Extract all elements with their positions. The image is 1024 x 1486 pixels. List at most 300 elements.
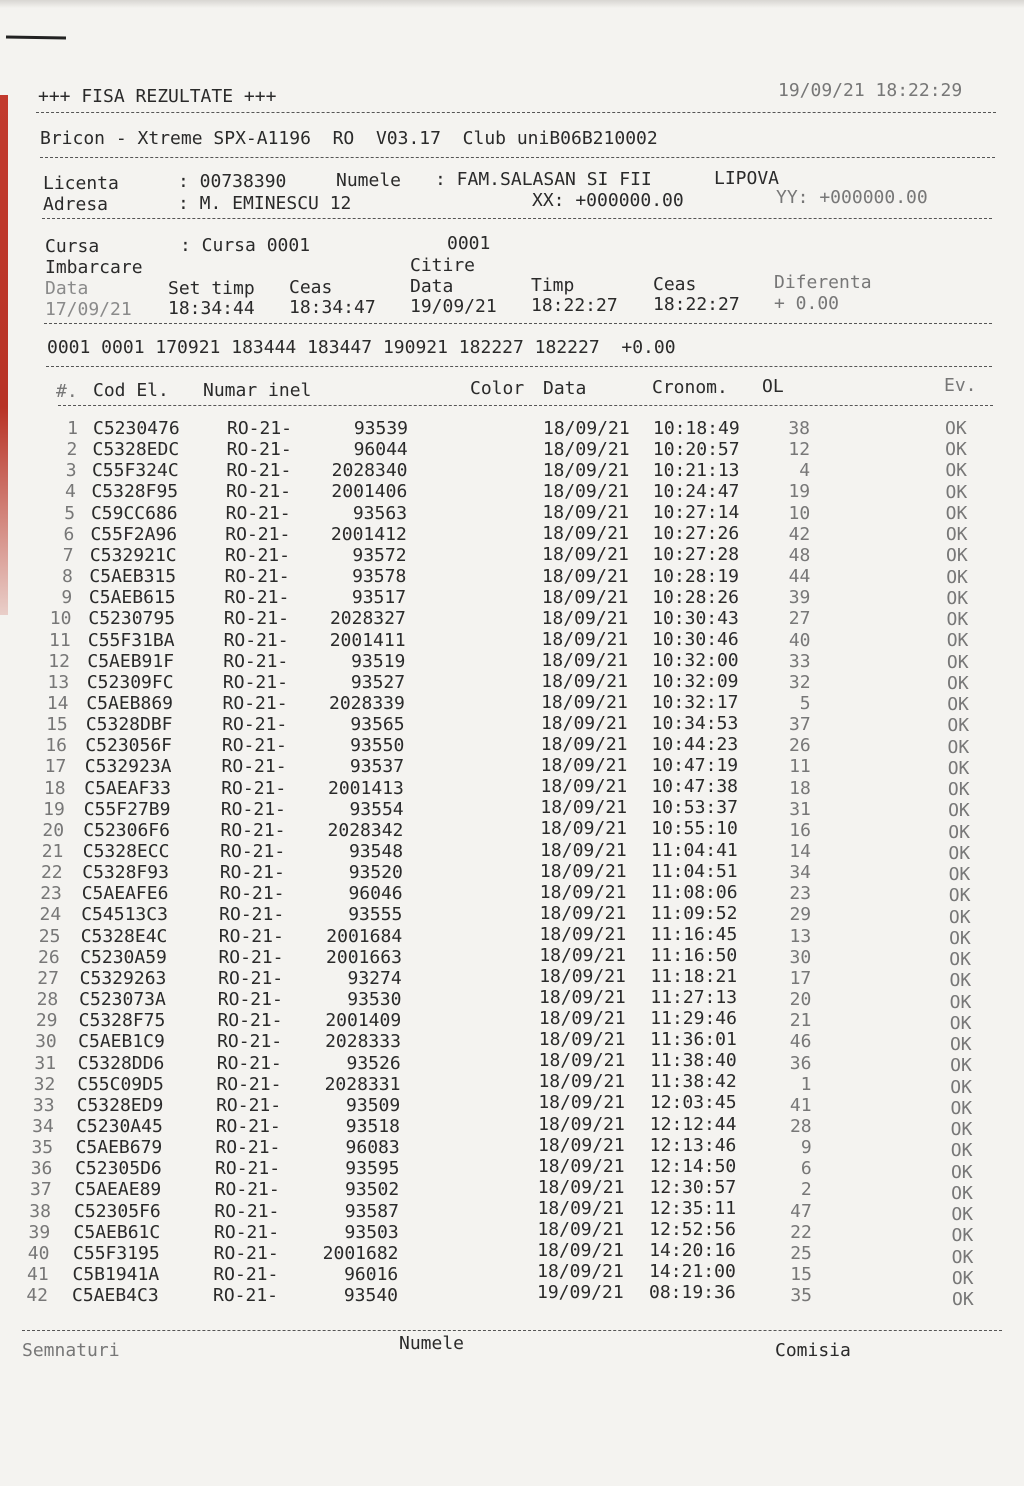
arrival-date: 18/09/21 [539, 860, 627, 882]
ev-status: OK [947, 694, 969, 716]
ev-status: OK [945, 460, 968, 482]
arrival-time: 10:27:14 [652, 502, 740, 524]
ring-prefix: RO-21- [215, 1137, 281, 1159]
cod-el: C5328F93 [82, 862, 169, 884]
cod-el: C5AEB61C [73, 1221, 161, 1243]
row-number: 9 [61, 587, 73, 609]
arrival-date: 18/09/21 [538, 1071, 626, 1093]
coord-xx: XX: +000000.00 [532, 190, 684, 211]
row-number: 14 [46, 692, 69, 714]
ol-value: 16 [789, 819, 811, 841]
arrival-time: 11:08:06 [650, 881, 738, 903]
arrival-time: 12:14:50 [649, 1155, 737, 1177]
ev-status: OK [949, 991, 972, 1013]
ring-prefix: RO-21- [213, 1285, 279, 1307]
ol-value: 27 [788, 608, 811, 630]
ring-prefix: RO-21- [220, 819, 286, 841]
ol-value: 40 [788, 629, 811, 651]
arrival-time: 11:36:01 [650, 1029, 737, 1051]
row-number: 37 [29, 1179, 52, 1201]
ol-value: 44 [788, 566, 811, 588]
arrival-time: 10:24:47 [652, 481, 740, 503]
divider [44, 323, 992, 324]
ring-number: 93530 [347, 989, 402, 1011]
row-number: 31 [34, 1052, 57, 1074]
ol-value: 1 [800, 1073, 812, 1095]
col-timp: Timp [531, 275, 575, 296]
ring-number: 93548 [348, 841, 404, 862]
licenta-label: Licenta [43, 173, 119, 194]
ol-value: 9 [800, 1137, 812, 1159]
ev-status: OK [950, 1055, 972, 1077]
ev-status: OK [948, 800, 970, 822]
ring-prefix: RO-21- [215, 1115, 281, 1137]
arrival-time: 11:04:51 [650, 860, 738, 882]
ring-prefix: RO-21- [216, 1052, 282, 1074]
row-number: 4 [64, 481, 76, 503]
ring-prefix: RO-21- [220, 841, 286, 862]
ev-status: OK [949, 949, 971, 971]
val-data2: 19/09/21 [410, 296, 497, 317]
ring-prefix: RO-21- [218, 925, 284, 947]
ring-number: 93502 [345, 1179, 400, 1201]
arrival-date: 18/09/21 [541, 670, 628, 692]
ring-prefix: RO-21- [220, 798, 286, 820]
cod-el: C5328DD6 [77, 1052, 165, 1074]
cursa-code: 0001 [447, 233, 491, 254]
ev-status: OK [946, 545, 968, 567]
arrival-date: 18/09/21 [537, 1155, 625, 1177]
arrival-date: 18/09/21 [537, 1261, 624, 1283]
ol-value: 30 [789, 946, 812, 968]
ol-value: 18 [789, 777, 811, 799]
ring-number: 93550 [350, 735, 405, 757]
cod-el: C5B1941A [72, 1264, 160, 1285]
arrival-date: 18/09/21 [540, 755, 628, 777]
ring-number: 93503 [344, 1221, 399, 1243]
divider [22, 1330, 1002, 1331]
cod-el: C523056F [85, 735, 173, 757]
row-number: 17 [44, 756, 67, 778]
ring-prefix: RO-21- [213, 1264, 279, 1285]
cod-el: C5328EDC [92, 439, 180, 461]
ring-prefix: RO-21- [214, 1221, 280, 1243]
val-set-timp: 18:34:44 [168, 298, 255, 319]
cod-el: C5AEAE89 [74, 1179, 162, 1201]
arrival-time: 10:27:28 [652, 544, 740, 566]
arrival-time: 08:19:36 [649, 1282, 736, 1304]
ring-prefix: RO-21- [226, 460, 292, 482]
ev-status: OK [945, 502, 968, 524]
cod-el: C5AEB91F [87, 650, 175, 672]
ring-prefix: RO-21- [222, 714, 288, 736]
row-number: 16 [45, 735, 68, 757]
ring-prefix: RO-21- [215, 1158, 281, 1180]
arrival-time: 10:21:13 [652, 460, 740, 482]
ol-value: 5 [799, 692, 811, 714]
ring-number: 93572 [352, 544, 407, 566]
arrival-date: 18/09/21 [542, 523, 629, 545]
ol-value: 25 [790, 1242, 812, 1264]
ring-number: 2001682 [322, 1242, 399, 1264]
val-ceas2: 18:22:27 [653, 294, 740, 315]
ring-number: 96083 [345, 1137, 400, 1159]
val-diferenta: + 0.00 [774, 293, 840, 314]
signatures-label: Semnaturi [22, 1340, 120, 1361]
ring-prefix: RO-21- [224, 544, 290, 566]
header-ol: OL [762, 376, 784, 397]
arrival-time: 12:12:44 [649, 1113, 737, 1135]
ev-status: OK [945, 418, 967, 439]
arrival-time: 10:44:23 [651, 734, 739, 756]
ring-number: 2001684 [326, 925, 403, 947]
ev-status: OK [946, 609, 969, 631]
cod-el: C59CC686 [90, 502, 178, 524]
arrival-date: 18/09/21 [537, 1218, 625, 1240]
adresa-label: Adresa [43, 194, 109, 215]
row-number: 3 [65, 460, 77, 482]
arrival-date: 18/09/21 [541, 628, 629, 650]
ring-number: 96016 [344, 1264, 399, 1285]
footer-name-label: Numele [399, 1333, 465, 1354]
ring-number: 2001411 [329, 629, 406, 651]
cod-el: C55F2A96 [90, 523, 178, 545]
ev-status: OK [951, 1246, 974, 1268]
pen-mark [6, 35, 66, 39]
ring-number: 93554 [349, 798, 404, 820]
ev-status: OK [946, 651, 969, 673]
arrival-date: 18/09/21 [538, 1113, 625, 1135]
numele-value: : FAM.SALASAN SI FII [435, 169, 652, 190]
cod-el: C52306F6 [83, 819, 170, 841]
row-number: 30 [35, 1031, 57, 1053]
arrival-date: 18/09/21 [539, 881, 627, 903]
ring-number: 93517 [351, 587, 407, 609]
arrival-time: 12:35:11 [649, 1197, 737, 1219]
cod-el: C5328ECC [82, 841, 170, 862]
arrival-time: 11:04:41 [651, 839, 738, 861]
ring-number: 93520 [348, 862, 403, 884]
ev-status: OK [949, 1034, 972, 1056]
row-number: 11 [49, 629, 71, 651]
row-number: 10 [49, 608, 72, 630]
ol-value: 48 [788, 544, 811, 566]
arrival-time: 10:32:00 [651, 649, 739, 671]
ev-status: OK [946, 587, 969, 609]
ring-number: 93540 [343, 1285, 398, 1307]
ev-status: OK [951, 1204, 973, 1226]
col-set-timp: Set timp [168, 278, 255, 299]
ev-status: OK [948, 821, 970, 843]
ol-value: 31 [789, 798, 811, 820]
arrival-date: 18/09/21 [541, 691, 628, 713]
ring-number: 93518 [345, 1115, 400, 1137]
ol-value: 36 [789, 1052, 812, 1074]
arrival-time: 10:30:43 [652, 607, 739, 629]
ring-prefix: RO-21- [216, 1073, 282, 1095]
arrival-time: 10:32:09 [651, 670, 739, 692]
ring-prefix: RO-21- [219, 904, 285, 926]
arrival-time: 11:09:52 [650, 902, 738, 924]
ev-status: OK [950, 1097, 973, 1119]
row-number: 33 [32, 1094, 55, 1116]
val-ceas: 18:34:47 [289, 297, 376, 318]
ring-prefix: RO-21- [225, 481, 291, 503]
ev-status: OK [948, 842, 971, 864]
cod-el: C532923A [84, 756, 172, 778]
ring-number: 2001406 [331, 481, 408, 503]
arrival-date: 18/09/21 [540, 713, 628, 735]
ring-number: 93578 [352, 566, 407, 588]
cod-el: C5AEB615 [88, 587, 176, 609]
row-number: 21 [41, 841, 64, 862]
ring-prefix: RO-21- [218, 946, 284, 968]
commission-label: Comisia [775, 1340, 851, 1361]
ev-status: OK [951, 1225, 974, 1247]
arrival-time: 14:20:16 [649, 1239, 736, 1261]
arrival-date: 18/09/21 [542, 439, 630, 461]
arrival-time: 10:30:46 [652, 628, 739, 650]
arrival-time: 10:20:57 [652, 439, 740, 461]
row-number: 32 [33, 1073, 56, 1095]
licenta-value: : 00738390 [178, 171, 287, 192]
cod-el: C55C09D5 [77, 1073, 164, 1095]
cod-el: C5AEAF33 [84, 777, 171, 799]
ol-value: 47 [790, 1200, 812, 1222]
ring-prefix: RO-21- [225, 502, 291, 524]
sheet-title: +++ FISA REZULTATE +++ [38, 86, 277, 107]
cod-el: C5230A45 [76, 1115, 163, 1137]
imbarcare-label: Imbarcare [45, 257, 143, 278]
ring-number: 93537 [349, 756, 405, 778]
ol-value: 15 [790, 1264, 812, 1285]
ring-prefix: RO-21- [223, 608, 289, 630]
ring-number: 96046 [348, 883, 403, 905]
cod-el: C55F31BA [87, 629, 175, 651]
row-number: 8 [62, 566, 73, 588]
row-number: 39 [28, 1221, 51, 1243]
arrival-date: 18/09/21 [539, 902, 627, 924]
ring-number: 2028333 [325, 1031, 401, 1053]
device-info: Bricon - Xtreme SPX-A1196 RO V03.17 Club uniB06B210002 [40, 128, 658, 149]
row-number: 40 [27, 1242, 50, 1264]
cod-el: C523073A [79, 989, 166, 1011]
ring-prefix: RO-21- [217, 1031, 283, 1053]
ring-number: 2001413 [328, 777, 404, 799]
arrival-date: 18/09/21 [540, 734, 628, 756]
arrival-date: 18/09/21 [542, 460, 630, 482]
arrival-date: 18/09/21 [543, 418, 630, 439]
cod-el: C55F324C [91, 460, 179, 482]
row-number: 38 [29, 1200, 51, 1222]
adresa-value: : M. EMINESCU 12 [178, 193, 352, 214]
ol-value: 19 [788, 481, 811, 503]
arrival-time: 10:32:17 [651, 691, 739, 713]
ring-number: 2028340 [331, 460, 408, 482]
ring-number: 2001663 [326, 946, 402, 968]
arrival-time: 11:38:42 [649, 1071, 737, 1093]
header-cronom: Cronom. [652, 377, 728, 398]
ol-value: 32 [788, 671, 811, 693]
ev-status: OK [948, 885, 971, 907]
ring-prefix: RO-21- [224, 587, 290, 609]
ev-status: OK [951, 1267, 974, 1289]
row-number: 22 [40, 862, 63, 884]
arrival-date: 18/09/21 [542, 502, 630, 524]
cod-el: C5230476 [93, 418, 180, 439]
row-number: 24 [39, 904, 62, 926]
arrival-time: 10:27:26 [652, 523, 740, 545]
arrival-time: 12:30:57 [649, 1176, 737, 1198]
ring-prefix: RO-21- [221, 756, 287, 778]
row-number: 19 [43, 798, 65, 820]
ring-prefix: RO-21- [214, 1200, 280, 1222]
arrival-date: 18/09/21 [540, 839, 627, 861]
col-ceas: Ceas [289, 277, 333, 298]
arrival-time: 11:27:13 [650, 987, 738, 1009]
ring-prefix: RO-21- [222, 671, 288, 693]
arrival-date: 18/09/21 [538, 1134, 625, 1156]
ev-status: OK [949, 1012, 972, 1034]
ring-prefix: RO-21- [223, 629, 289, 651]
ol-value: 34 [789, 862, 812, 884]
ol-value: 33 [788, 650, 811, 672]
ol-value: 46 [789, 1031, 812, 1053]
row-number: 18 [43, 777, 66, 799]
divider [46, 366, 992, 367]
ring-number: 93595 [345, 1158, 400, 1180]
arrival-time: 12:13:46 [649, 1134, 737, 1156]
divider [42, 218, 992, 219]
row-number: 29 [35, 1010, 58, 1032]
header-numar-inel: Numar inel [203, 380, 312, 401]
coord-yy: YY: +000000.00 [776, 187, 928, 208]
ring-prefix: RO-21- [223, 650, 289, 672]
arrival-time: 11:29:46 [650, 1008, 737, 1030]
arrival-time: 10:47:19 [651, 755, 739, 777]
ev-status: OK [946, 566, 968, 588]
arrival-date: 18/09/21 [540, 797, 628, 819]
ev-status: OK [945, 524, 968, 546]
ol-value: 29 [789, 904, 812, 926]
ring-number: 2028342 [327, 819, 404, 841]
ol-value: 12 [788, 439, 811, 461]
ring-number: 93587 [344, 1200, 399, 1222]
ol-value: 13 [789, 925, 812, 947]
col-diferenta: Diferenta [774, 272, 872, 293]
row-number: 25 [38, 925, 61, 947]
cod-el: C5328DBF [85, 714, 173, 736]
arrival-date: 18/09/21 [540, 776, 628, 798]
arrival-date: 18/09/21 [540, 818, 627, 840]
row-number: 15 [46, 714, 68, 736]
ev-status: OK [947, 779, 970, 801]
ring-number: 93274 [347, 967, 402, 989]
row-number: 20 [42, 819, 65, 841]
ring-number: 2028331 [324, 1073, 401, 1095]
arrival-date: 18/09/21 [539, 987, 626, 1009]
numele-label: Numele [336, 170, 402, 191]
arrival-time: 11:16:50 [650, 944, 738, 966]
arrival-time: 10:55:10 [651, 818, 738, 840]
arrival-date: 18/09/21 [538, 1008, 626, 1030]
row-number: 23 [40, 883, 62, 905]
ev-status: OK [945, 481, 968, 503]
col-ceas2: Ceas [653, 274, 697, 295]
ring-prefix: RO-21- [221, 777, 287, 799]
cod-el: C54513C3 [81, 904, 168, 926]
ev-status: OK [952, 1289, 974, 1311]
ring-number: 93563 [352, 502, 408, 524]
ol-value: 28 [789, 1115, 812, 1137]
ol-value: 42 [788, 523, 811, 545]
header-nr: #. [56, 381, 78, 402]
ev-status: OK [947, 715, 970, 737]
ring-number: 2028327 [329, 608, 406, 630]
cursa-label: Cursa [45, 236, 100, 257]
cod-el: C52305F6 [74, 1200, 161, 1222]
arrival-date: 18/09/21 [538, 1029, 626, 1051]
ev-status: OK [951, 1182, 973, 1204]
arrival-time: 10:47:38 [651, 776, 739, 798]
arrival-date: 18/09/21 [537, 1239, 624, 1261]
row-number: 42 [26, 1285, 48, 1307]
red-paper-edge [0, 95, 8, 615]
ol-value: 39 [788, 587, 811, 609]
arrival-time: 11:38:40 [650, 1050, 737, 1072]
cod-el: C52305D6 [75, 1158, 162, 1180]
ring-number: 2001409 [325, 1010, 402, 1032]
ring-number: 93519 [351, 650, 406, 672]
row-number: 1 [67, 418, 78, 439]
ring-prefix: RO-21- [222, 692, 288, 714]
ring-prefix: RO-21- [216, 1094, 282, 1116]
row-number: 28 [36, 989, 59, 1011]
ev-status: OK [950, 1161, 973, 1183]
arrival-time: 14:21:00 [649, 1261, 736, 1283]
arrival-time: 10:34:53 [651, 713, 739, 735]
ev-status: OK [945, 439, 967, 461]
ring-number: 93565 [350, 714, 405, 736]
arrival-time: 10:28:19 [652, 565, 740, 587]
cod-el: C532921C [89, 544, 177, 566]
arrival-date: 18/09/21 [539, 944, 627, 966]
arrival-date: 18/09/21 [541, 565, 629, 587]
arrival-date: 18/09/21 [537, 1176, 625, 1198]
arrival-time: 11:16:45 [650, 923, 738, 945]
ring-number: 93509 [346, 1094, 401, 1116]
divider [40, 157, 995, 158]
ol-value: 23 [789, 883, 812, 905]
row-number: 5 [64, 502, 76, 524]
arrival-date: 18/09/21 [542, 544, 629, 566]
ring-prefix: RO-21- [213, 1242, 279, 1264]
arrival-date: 18/09/21 [541, 649, 629, 671]
arrival-time: 10:28:26 [652, 586, 739, 608]
val-timp: 18:22:27 [531, 295, 618, 316]
ring-prefix: RO-21- [225, 523, 291, 545]
cod-el: C5AEB4C3 [72, 1285, 159, 1307]
ol-value: 10 [788, 502, 811, 524]
ring-prefix: RO-21- [221, 735, 287, 757]
arrival-date: 18/09/21 [542, 481, 630, 503]
val-data: 17/09/21 [45, 299, 132, 320]
city: LIPOVA [714, 168, 780, 189]
arrival-date: 18/09/21 [537, 1197, 625, 1219]
ev-status: OK [947, 736, 970, 758]
row-number: 6 [63, 523, 75, 545]
citire-label: Citire [410, 255, 476, 276]
